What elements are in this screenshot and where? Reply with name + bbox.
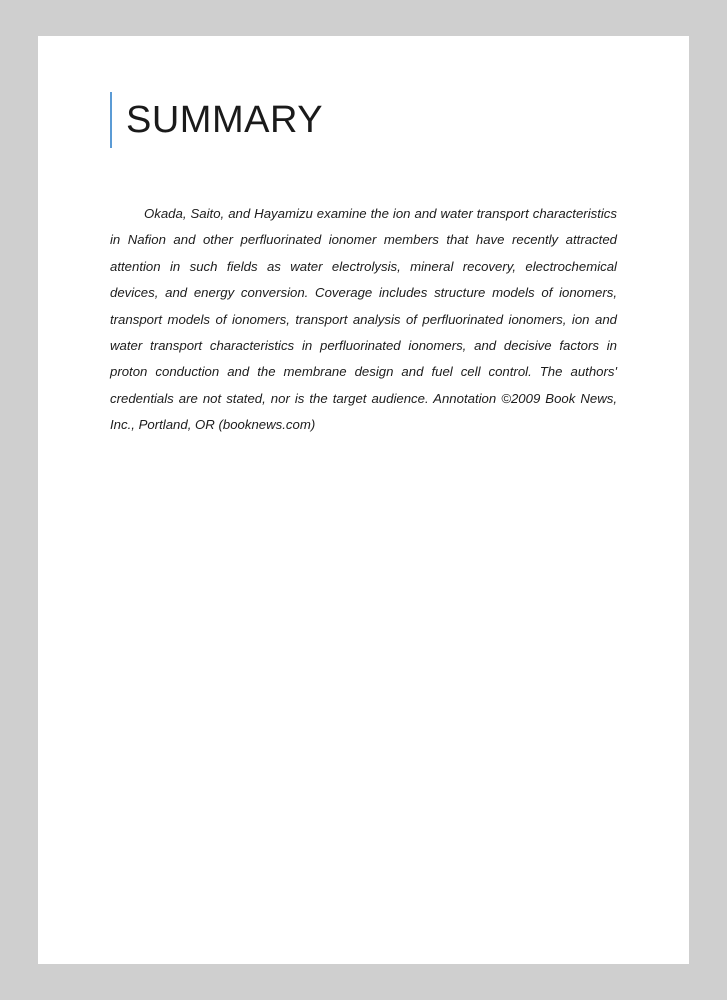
page-title (110, 89, 617, 151)
heading-label: SUMMARY (126, 99, 324, 141)
summary-paragraph: Okada, Saito, and Hayamizu examine the ion and water transport characteristics in Nafion and other perfluorinated ionomer members that have recently attracted attention in such fields as water electrolysis, mineral recovery, electrochemical devices, and energy conversion. Coverage includes structure models of ionomers, transport models of ionomers, transport analysis of perfluorinated ionomers, ion and water transport characteristics in perfluorinated ionomers, and decisive factors in proton conduction and the membrane design and fuel cell control. The authors' credentials are not stated, nor is the target audience. Annotation ©2009 Book News, Inc., Portland, OR (booknews.com) (110, 206, 617, 433)
document-page (38, 36, 689, 964)
heading-accent-rule (110, 92, 112, 148)
page-content (110, 89, 617, 452)
